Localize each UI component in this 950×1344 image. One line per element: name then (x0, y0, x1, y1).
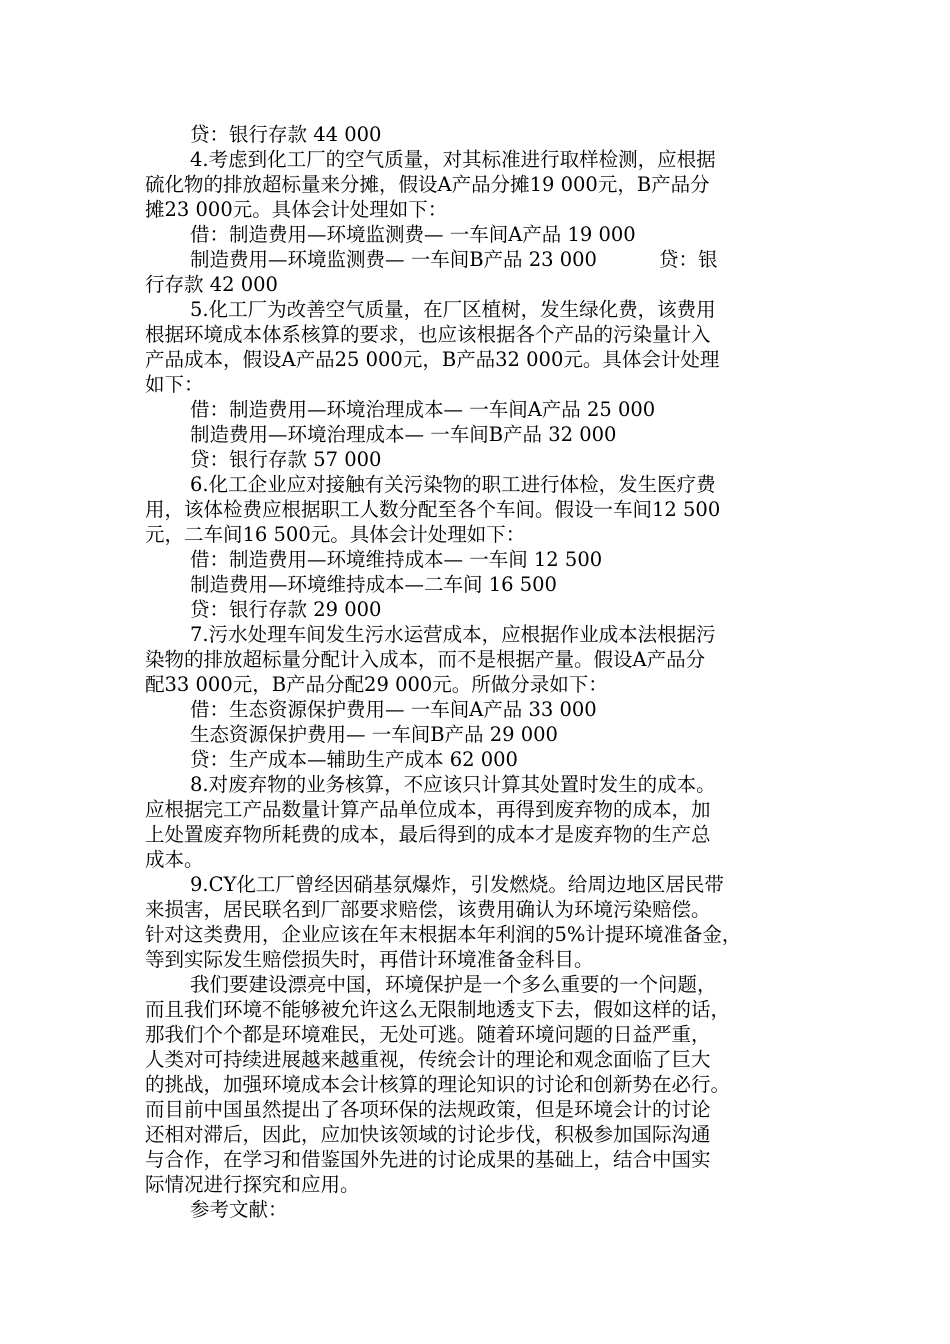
text-line: 配33 000元，B产品分配29 000元。所做分录如下： (145, 673, 608, 696)
text-line: 等到实际发生赔偿损失时，再借计环境准备金科目。 (145, 948, 594, 971)
text-line: 染物的排放超标量分配计入成本，而不是根据产量。假设A产品分 (145, 648, 706, 671)
text-line: 9.CY化工厂曾经因硝基氛爆炸，引发燃烧。给周边地区居民带 (190, 873, 724, 896)
text-line: 借：制造费用—环境治理成本— 一车间A产品 25 000 (190, 398, 656, 421)
text-line: 际情况进行探究和应用。 (145, 1173, 360, 1196)
text-line: 生态资源保护费用— 一车间B产品 29 000 (190, 723, 558, 746)
text-line: 产品成本，假设A产品25 000元，B产品32 000元。具体会计处理 (145, 348, 720, 371)
text-line: 元，二车间16 500元。具体会计处理如下： (145, 523, 526, 546)
text-line: 上处置废弃物所耗费的成本，最后得到的成本才是废弃物的生产总 (145, 823, 711, 846)
text-line: 参考文献： (190, 1198, 288, 1221)
text-line: 应根据完工产品数量计算产品单位成本，再得到废弃物的成本，加 (145, 798, 711, 821)
text-line: 而且我们环境不能够被允许这么无限制地透支下去，假如这样的话， (145, 998, 731, 1021)
text-line: 4.考虑到化工厂的空气质量，对其标准进行取样检测，应根据 (190, 148, 716, 171)
text-line: 6.化工企业应对接触有关污染物的职工进行体检，发生医疗费 (190, 473, 716, 496)
text-line: 借：制造费用—环境维持成本— 一车间 12 500 (190, 548, 603, 571)
text-line: 摊23 000元。具体会计处理如下： (145, 198, 448, 221)
text-line: 针对这类费用，企业应该在年末根据本年利润的5%计提环境准备金， (145, 923, 742, 946)
document-body (145, 122, 805, 1222)
text-line: 5.化工厂为改善空气质量，在厂区植树，发生绿化费，该费用 (190, 298, 716, 321)
text-line: 制造费用—环境治理成本— 一车间B产品 32 000 (190, 423, 617, 446)
text-line: 的挑战，加强环境成本会计核算的理论知识的讨论和创新势在必行。 (145, 1073, 731, 1096)
text-line: 而目前中国虽然提出了各项环保的法规政策，但是环境会计的讨论 (145, 1098, 711, 1121)
text-line: 制造费用—环境监测费— 一车间B产品 23 000 贷：银 (190, 248, 718, 271)
text-line: 贷：生产成本—辅助生产成本 62 000 (190, 748, 518, 771)
text-line: 8.对废弃物的业务核算，不应该只计算其处置时发生的成本。 (190, 773, 716, 796)
text-line: 借：制造费用—环境监测费— 一车间A产品 19 000 (190, 223, 636, 246)
text-line: 那我们个个都是环境难民，无处可逃。随着环境问题的日益严重， (145, 1023, 711, 1046)
text-line: 根据环境成本体系核算的要求，也应该根据各个产品的污染量计入 (145, 323, 711, 346)
text-line: 我们要建设漂亮中国，环境保护是一个多么重要的一个问题， (190, 973, 717, 996)
text-line: 用，该体检费应根据职工人数分配至各个车间。假设一车间12 500 (145, 498, 721, 521)
text-line: 如下： (145, 373, 204, 396)
text-line: 与合作，在学习和借鉴国外先进的讨论成果的基础上，结合中国实 (145, 1148, 711, 1171)
text-line: 硫化物的排放超标量来分摊，假设A产品分摊19 000元，B产品分 (145, 173, 710, 196)
text-line: 成本。 (145, 848, 204, 871)
text-line: 贷：银行存款 44 000 (190, 123, 382, 146)
text-line: 行存款 42 000 (145, 273, 278, 296)
text-line: 来损害，居民联名到厂部要求赔偿，该费用确认为环境污染赔偿。 (145, 898, 711, 921)
text-line: 贷：银行存款 29 000 (190, 598, 382, 621)
text-line: 还相对滞后，因此，应加快该领域的讨论步伐，积极参加国际沟通 (145, 1123, 711, 1146)
text-line: 人类对可持续进展越来越重视，传统会计的理论和观念面临了巨大 (145, 1048, 711, 1071)
text-line: 7.污水处理车间发生污水运营成本，应根据作业成本法根据污 (190, 623, 716, 646)
text-line: 贷：银行存款 57 000 (190, 448, 382, 471)
text-line: 借：生态资源保护费用— 一车间A产品 33 000 (190, 698, 597, 721)
text-line: 制造费用—环境维持成本—二车间 16 500 (190, 573, 557, 596)
